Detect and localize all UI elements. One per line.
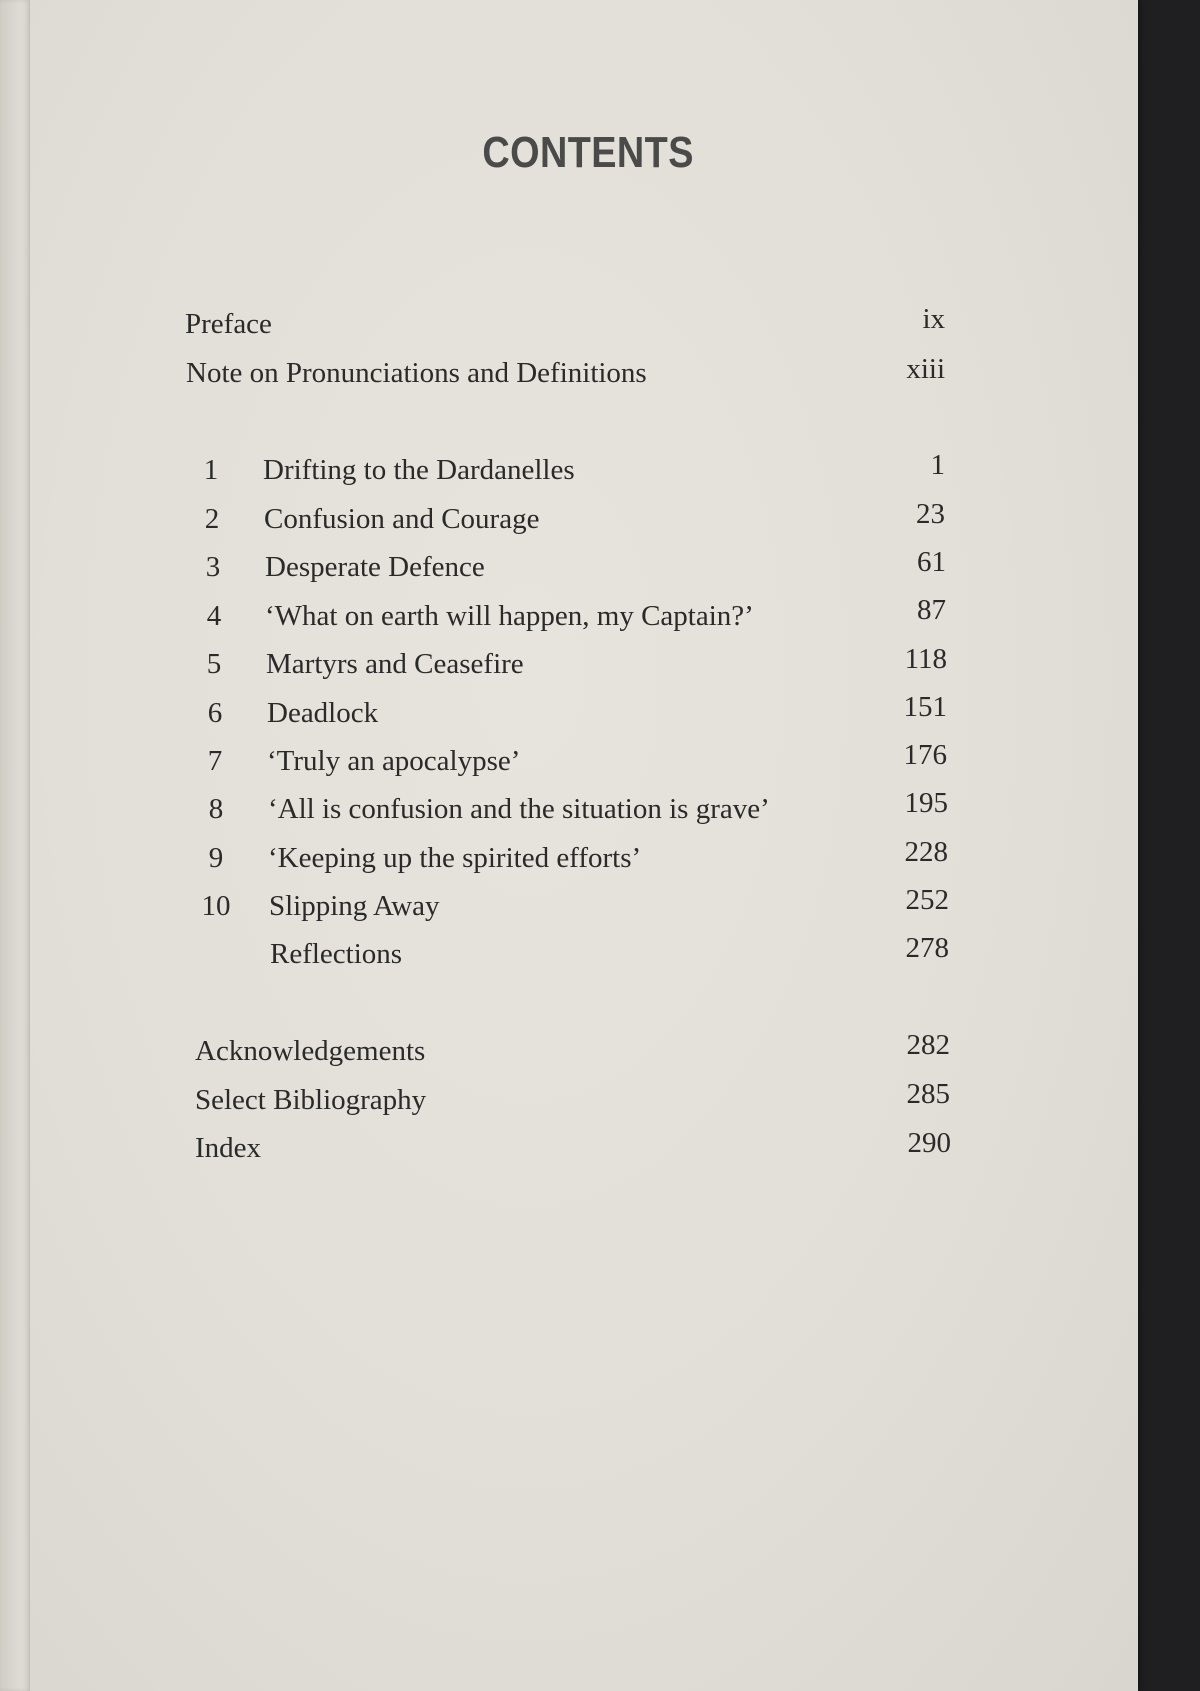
chapter-page: 278 bbox=[905, 932, 949, 964]
chapter-page: 176 bbox=[903, 739, 947, 771]
toc-entry-page: 285 bbox=[906, 1078, 950, 1110]
toc-entry-title: Note on Pronunciations and Definitions bbox=[186, 357, 647, 389]
chapter-number: 8 bbox=[208, 793, 224, 825]
chapter-number: 3 bbox=[205, 551, 221, 583]
chapter-page: 87 bbox=[917, 594, 946, 626]
chapter-page: 151 bbox=[903, 691, 947, 723]
toc-entry-page: ix bbox=[922, 303, 945, 335]
chapter-title: ‘Truly an apocalypse’ bbox=[267, 745, 521, 777]
chapter-title: ‘What on earth will happen, my Captain?’ bbox=[265, 600, 754, 632]
chapter-number: 2 bbox=[204, 503, 220, 535]
chapter-title: Drifting to the Dardanelles bbox=[263, 454, 575, 486]
chapter-page: 61 bbox=[917, 546, 946, 578]
chapter-number: 4 bbox=[206, 600, 222, 632]
chapter-title: ‘Keeping up the spirited efforts’ bbox=[268, 842, 642, 874]
chapter-page: 118 bbox=[904, 643, 947, 675]
toc-entry-page: 282 bbox=[906, 1029, 950, 1061]
chapter-page: 1 bbox=[930, 449, 945, 481]
chapter-title: Confusion and Courage bbox=[264, 503, 540, 535]
chapter-page: 252 bbox=[905, 884, 949, 916]
toc-entry-title: Select Bibliography bbox=[195, 1084, 427, 1116]
toc-entry-page: 290 bbox=[907, 1127, 951, 1159]
chapter-number: 10 bbox=[201, 890, 231, 922]
chapter-title: Slipping Away bbox=[269, 890, 440, 922]
page-title: CONTENTS bbox=[482, 128, 694, 177]
toc-entry-page: xiii bbox=[906, 353, 945, 385]
chapter-number: 6 bbox=[207, 697, 223, 729]
chapter-title: Martyrs and Ceasefire bbox=[266, 648, 524, 680]
chapter-page: 195 bbox=[904, 787, 948, 819]
chapter-title: Deadlock bbox=[267, 697, 379, 729]
chapter-number: 9 bbox=[208, 842, 224, 874]
toc-entry-title: Acknowledgements bbox=[195, 1035, 426, 1067]
chapter-title: Desperate Defence bbox=[265, 551, 485, 583]
toc-entry-title: Preface bbox=[185, 308, 272, 340]
chapter-number: 7 bbox=[207, 745, 223, 777]
chapter-number: 5 bbox=[206, 648, 222, 680]
chapter-title: ‘All is confusion and the situation is grave’ bbox=[268, 793, 770, 825]
chapter-number: 1 bbox=[203, 454, 219, 486]
chapter-page: 228 bbox=[904, 836, 948, 868]
chapter-page: 23 bbox=[916, 498, 945, 530]
toc-entry-title: Index bbox=[195, 1132, 262, 1164]
chapter-title: Reflections bbox=[270, 938, 403, 970]
contents-page bbox=[30, 0, 1138, 1691]
